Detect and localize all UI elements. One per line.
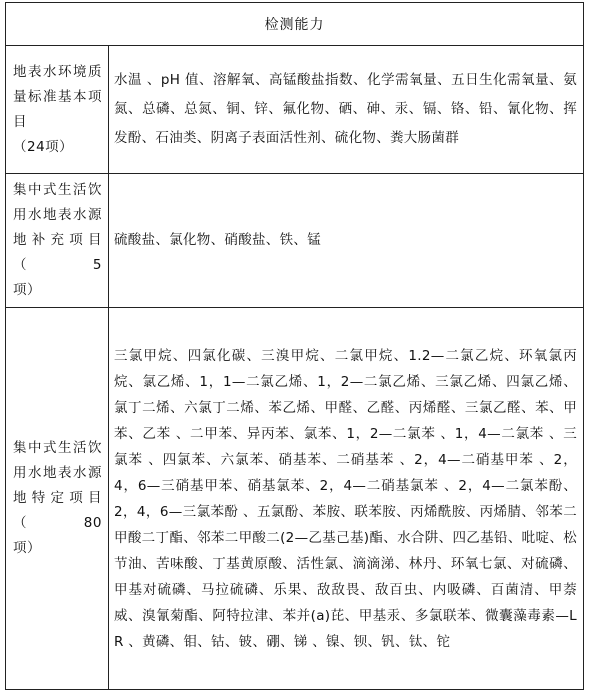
items-cell: 三氯甲烷、四氯化碳、三溴甲烷、二氯甲烷、1.2—二氯乙烷、环氧氯丙烷、氯乙烯、1，1—二氯乙烯、1，2—二氯乙烯、三氯乙烯、四氯乙烯、氯丁二烯、六氯丁二烯、苯乙烯、甲醛、乙醛、丙烯醛、三氯乙醛、苯、甲苯、乙苯 、二甲苯、异丙苯、氯苯、1，2—二氯苯 、1，4—二氯苯 、三氯苯 、四氯苯、六氯苯、硝基苯、二硝基苯 、2，4—二硝基甲苯 、2，4，6—三硝基甲苯、硝基氯苯、2，4—二硝基氯苯 、2，4—二氯苯酚、2，4，6—三氯苯酚 、五氯酚、苯胺、联苯胺、丙烯酰胺、丙烯腈、邻苯二甲酸二丁酯、邻苯二甲酸二(2—乙基己基)酯、水合阱、四乙基铅、吡啶、松节油、苦味酸、丁基黄原酸、活性氯、滴滴涕、林丹、环氧七氯、对硫磷、甲基对硫磷、马拉硫磷、乐果、敌敌畏、敌百虫、内吸磷、百菌清、甲萘威、溴氰菊酯、阿特拉津、苯并(a)芘、甲基汞、多氯联苯、微囊藻毒素—L R 、黄磷、钼、钴、铍、硼、锑 、镍、钡、钒、钛、铊 xyxy=(109,308,584,690)
table-header: 检测能力 xyxy=(6,3,584,46)
category-count: （24项） xyxy=(13,138,74,155)
category-count: 项） xyxy=(13,282,41,298)
category-label: 集中式生活饮用水地表水源地补充项目（5 xyxy=(13,182,102,273)
category-count: 项） xyxy=(13,540,41,556)
category-label: 集中式生活饮用水地表水源地特定项目（80 xyxy=(13,440,102,531)
category-cell xyxy=(6,174,109,308)
table-row xyxy=(6,308,584,690)
category-cell xyxy=(6,46,109,174)
table-row xyxy=(6,174,584,308)
detection-capability-table xyxy=(5,2,584,690)
items-cell: 硫酸盐、氯化物、硝酸盐、铁、锰 xyxy=(109,174,584,308)
table-row xyxy=(6,46,584,174)
category-label: 地表水环境质量标准基本项目 xyxy=(13,63,102,130)
items-cell: 水温 、pH 值、溶解氧、高锰酸盐指数、化学需氧量、五日生化需氧量、氨氮、总磷、总氮、铜、锌、氟化物、硒、砷、汞、镉、铬、铅、氰化物、挥发酚、石油类、阴离子表面活性剂、硫化物、粪大肠菌群 xyxy=(109,46,584,174)
category-cell xyxy=(6,308,109,690)
table-header-row xyxy=(6,3,584,46)
